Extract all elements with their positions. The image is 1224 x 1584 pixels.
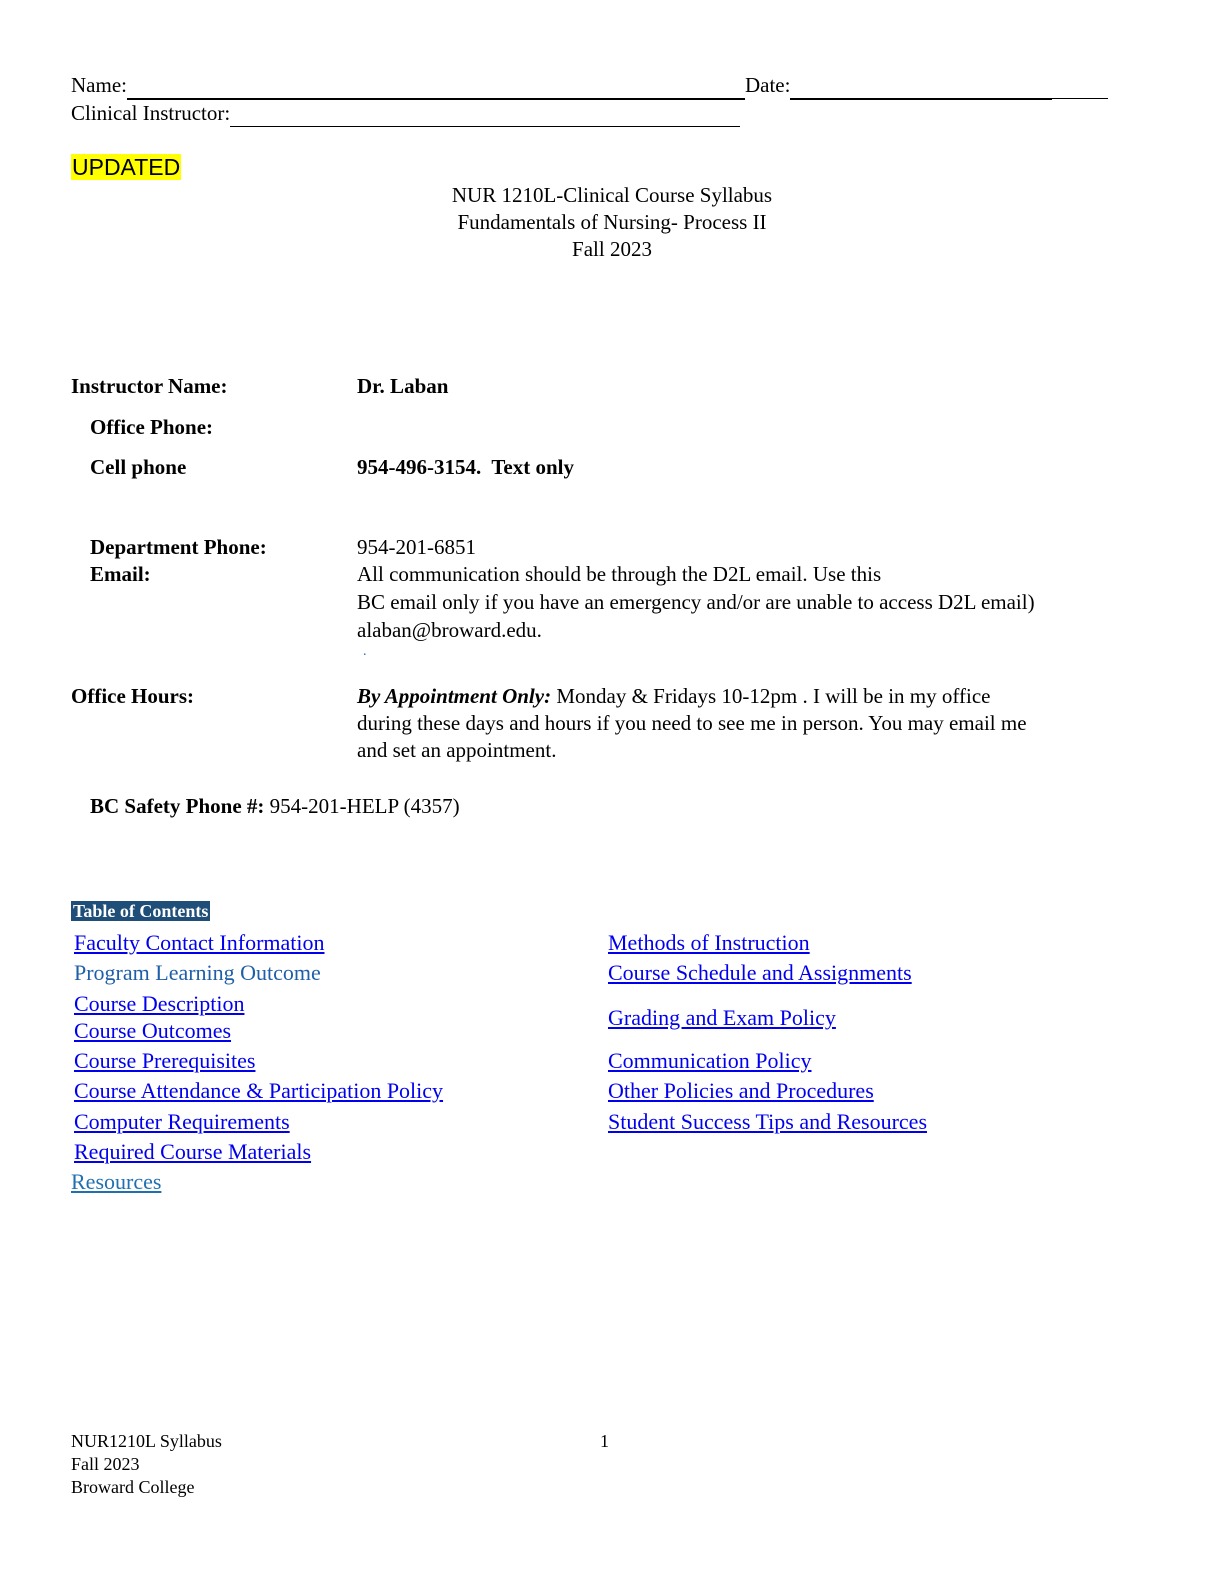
footer-course: NUR1210L Syllabus <box>71 1431 222 1451</box>
toc-link-resources[interactable]: Resources <box>71 1169 162 1194</box>
toc-link-course-outcomes[interactable]: Course Outcomes <box>74 1018 232 1043</box>
instructor-name-value: Dr. Laban <box>357 374 449 398</box>
clinical-instructor-label: Clinical Instructor: <box>71 101 231 125</box>
toc-link-other-policies[interactable]: Other Policies and Procedures <box>608 1078 874 1103</box>
department-phone-label: Department Phone: <box>90 535 267 559</box>
course-subtitle: Fundamentals of Nursing- Process II <box>457 210 767 234</box>
toc-link-communication-policy[interactable]: Communication Policy <box>608 1048 812 1073</box>
office-hours-emphasis: By Appointment Only: <box>357 684 552 708</box>
date-line <box>790 73 1052 100</box>
course-term: Fall 2023 <box>572 237 652 261</box>
toc-link-faculty-contact[interactable]: Faculty Contact Information <box>74 930 325 955</box>
toc-item-program-learning-outcome[interactable]: Program Learning Outcome <box>74 960 321 985</box>
cell-phone-value: 954-496-3154. Text only <box>357 455 575 479</box>
office-hours-line2: during these days and hours if you need to see me in person. You may email me <box>357 711 1027 735</box>
department-phone-value: 954-201-6851 <box>357 535 476 559</box>
office-hours-line1 <box>357 684 990 709</box>
clinical-instructor-field <box>71 101 740 127</box>
toc-link-computer-requirements[interactable]: Computer Requirements <box>74 1109 290 1134</box>
updated-highlight: UPDATED <box>72 154 181 180</box>
name-field <box>71 73 1108 100</box>
toc-link-student-success[interactable]: Student Success Tips and Resources <box>608 1109 927 1134</box>
office-hours-days: Monday & Fridays 10-12pm . I will be in my office <box>551 684 991 708</box>
date-label: Date: <box>744 73 791 97</box>
email-note-line2: BC email only if you have an emergency and/or are unable to access D2L email) <box>357 590 1035 614</box>
toc-link-course-schedule[interactable]: Course Schedule and Assignments <box>608 960 912 985</box>
safety-phone <box>90 794 460 819</box>
office-phone-label: Office Phone: <box>90 415 214 439</box>
toc-heading <box>71 898 210 923</box>
safety-phone-label: BC Safety Phone #: <box>90 794 265 818</box>
toc-heading-label: Table of Contents <box>73 901 209 921</box>
footer-term: Fall 2023 <box>71 1454 140 1474</box>
toc-link-methods-of-instruction[interactable]: Methods of Instruction <box>608 930 810 955</box>
toc-link-attendance-policy[interactable]: Course Attendance & Participation Policy <box>74 1078 444 1103</box>
toc-link-required-materials[interactable]: Required Course Materials <box>74 1139 312 1164</box>
toc-link-grading-policy[interactable]: Grading and Exam Policy <box>608 1005 836 1030</box>
cell-phone-label: Cell phone <box>90 455 187 479</box>
office-hours-line3: and set an appointment. <box>357 738 557 762</box>
date-line-tail <box>1052 73 1108 99</box>
page-number: 1 <box>600 1431 609 1451</box>
toc-link-course-description[interactable]: Course Description <box>74 991 245 1016</box>
email-address[interactable]: alaban@broward.edu. <box>357 618 542 642</box>
safety-phone-value: 954-201-HELP (4357) <box>264 794 460 818</box>
office-hours-label: Office Hours: <box>71 684 195 708</box>
toc-link-course-prerequisites[interactable]: Course Prerequisites <box>74 1048 256 1073</box>
email-note-line1: All communication should be through the D2L email. Use this <box>357 562 882 586</box>
clinical-instructor-line <box>230 101 740 127</box>
email-stray-dot: . <box>363 644 367 659</box>
updated-tag <box>71 154 181 181</box>
email-label: Email: <box>90 562 151 586</box>
course-title: NUR 1210L-Clinical Course Syllabus <box>451 183 773 207</box>
instructor-name-label: Instructor Name: <box>71 374 228 398</box>
name-line <box>127 73 745 100</box>
name-label: Name: <box>71 73 127 97</box>
footer-college: Broward College <box>71 1477 195 1497</box>
